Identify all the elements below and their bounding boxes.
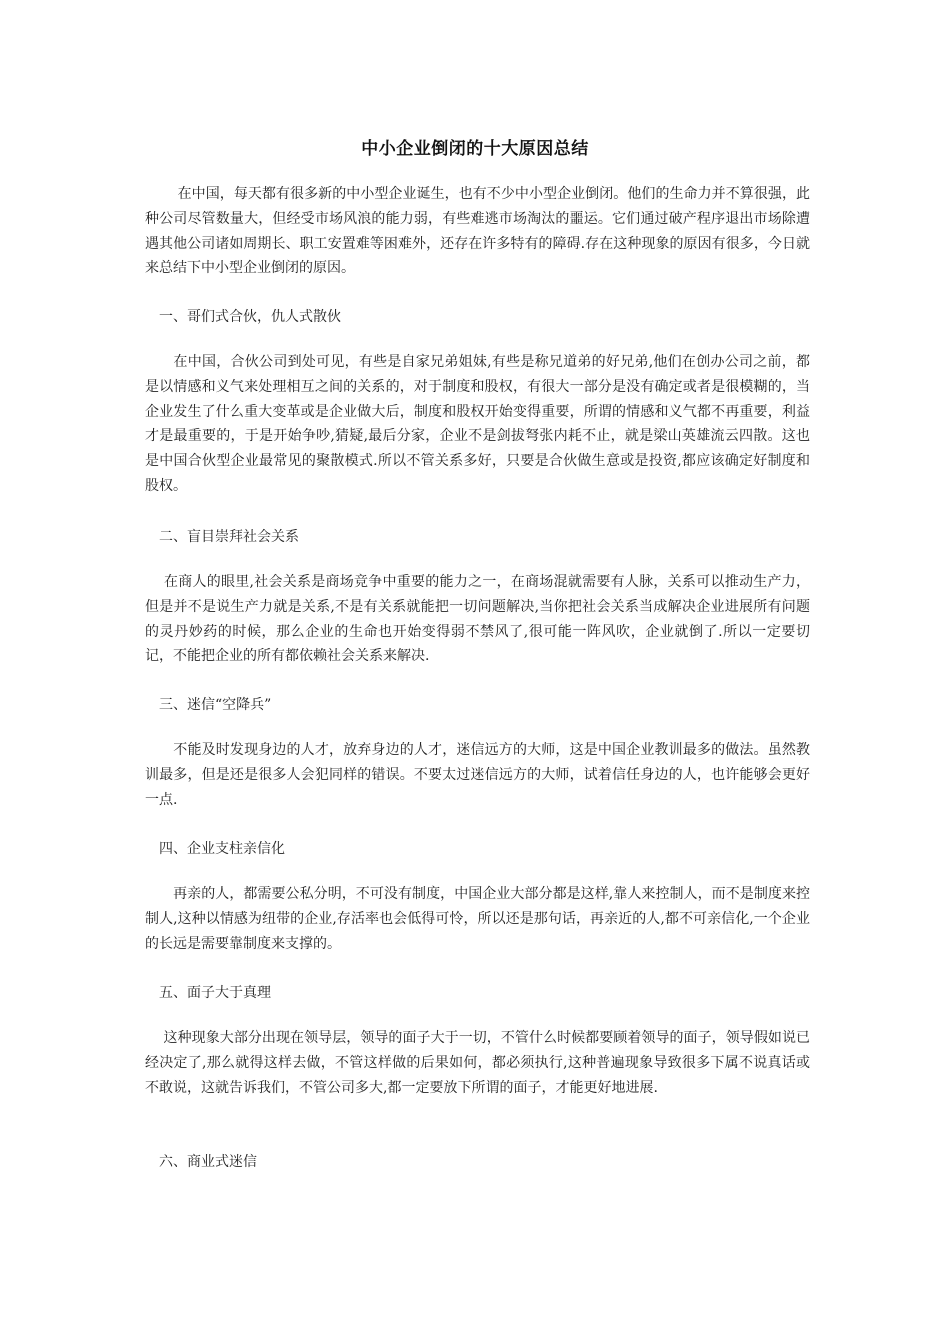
section-heading-1: 一、哥们式合伙，仇人式散伙 (145, 309, 341, 325)
section-heading-6: 六、商业式迷信 (145, 1154, 257, 1170)
section-heading-3: 三、迷信“空降兵” (145, 697, 272, 713)
section-heading-5: 五、面子大于真理 (145, 985, 271, 1001)
intro-paragraph: 在中国，每天都有很多新的中小型企业诞生，也有不少中小型企业倒闭。他们的生命力并不算很强，此种公司尽管数量大，但经受市场风浪的能力弱，有些难逃市场淘汰的噩运。它们通过破产程序退出市场除遭遇其他公司诸如周期长、职工安置难等困难外，还存在许多特有的障碍.存在这种现象的原因有很多，今日就来总结下中小型企业倒闭的原因。 (145, 186, 810, 277)
section-heading-2: 二、盲目崇拜社会关系 (145, 529, 299, 545)
section-body-5: 这种现象大部分出现在领导层，领导的面子大于一切，不管什么时候都要顾着领导的面子，领导假如说已经决定了,那么就得这样去做，不管这样做的后果如何，都必须执行,这种普遍现象导致很多下属不说真话或不敢说，这就告诉我们，不管公司多大,都一定要放下所谓的面子，才能更好地进展. (145, 1030, 810, 1096)
document-title: 中小企业倒闭的十大原因总结 (361, 139, 589, 159)
section-heading-4: 四、企业支柱亲信化 (145, 841, 285, 857)
section-body-3: 不能及时发现身边的人才，放弃身边的人才，迷信远方的大师，这是中国企业教训最多的做法。虽然教训最多，但是还是很多人会犯同样的错误。不要太过迷信远方的大师，试着信任身边的人，也许能够会更好一点. (145, 742, 810, 808)
section-body-1: 在中国，合伙公司到处可见，有些是自家兄弟姐妹,有些是称兄道弟的好兄弟,他们在创办公司之前，都是以情感和义气来处理相互之间的关系的，对于制度和股权，有很大一部分是没有确定或者是很模糊的，当企业发生了什么重大变革或是企业做大后，制度和股权开始变得重要，所谓的情感和义气都不再重要，利益才是最重要的，于是开始争吵,猜疑,最后分家，企业不是剑拔弩张内耗不止，就是梁山英雄流云四散。这也是中国合伙型企业最常见的聚散模式.所以不管关系多好，只要是合伙做生意或是投资,都应该确定好制度和股权。 (145, 354, 810, 494)
section-body-4: 再亲的人，都需要公私分明，不可没有制度，中国企业大部分都是这样,靠人来控制人，而不是制度来控制人,这种以情感为纽带的企业,存活率也会低得可怜，所以还是那句话，再亲近的人,都不可亲信化,一个企业的长远是需要靠制度来支撑的。 (145, 886, 810, 952)
section-body-2: 在商人的眼里,社会关系是商场竞争中重要的能力之一，在商场混就需要有人脉，关系可以推动生产力，但是并不是说生产力就是关系,不是有关系就能把一切问题解决,当你把社会关系当成解决企业进展所有问题的灵丹妙药的时候，那么企业的生命也开始变得弱不禁风了,很可能一阵风吹，企业就倒了.所以一定要切记，不能把企业的所有都依赖社会关系来解决. (145, 574, 810, 665)
